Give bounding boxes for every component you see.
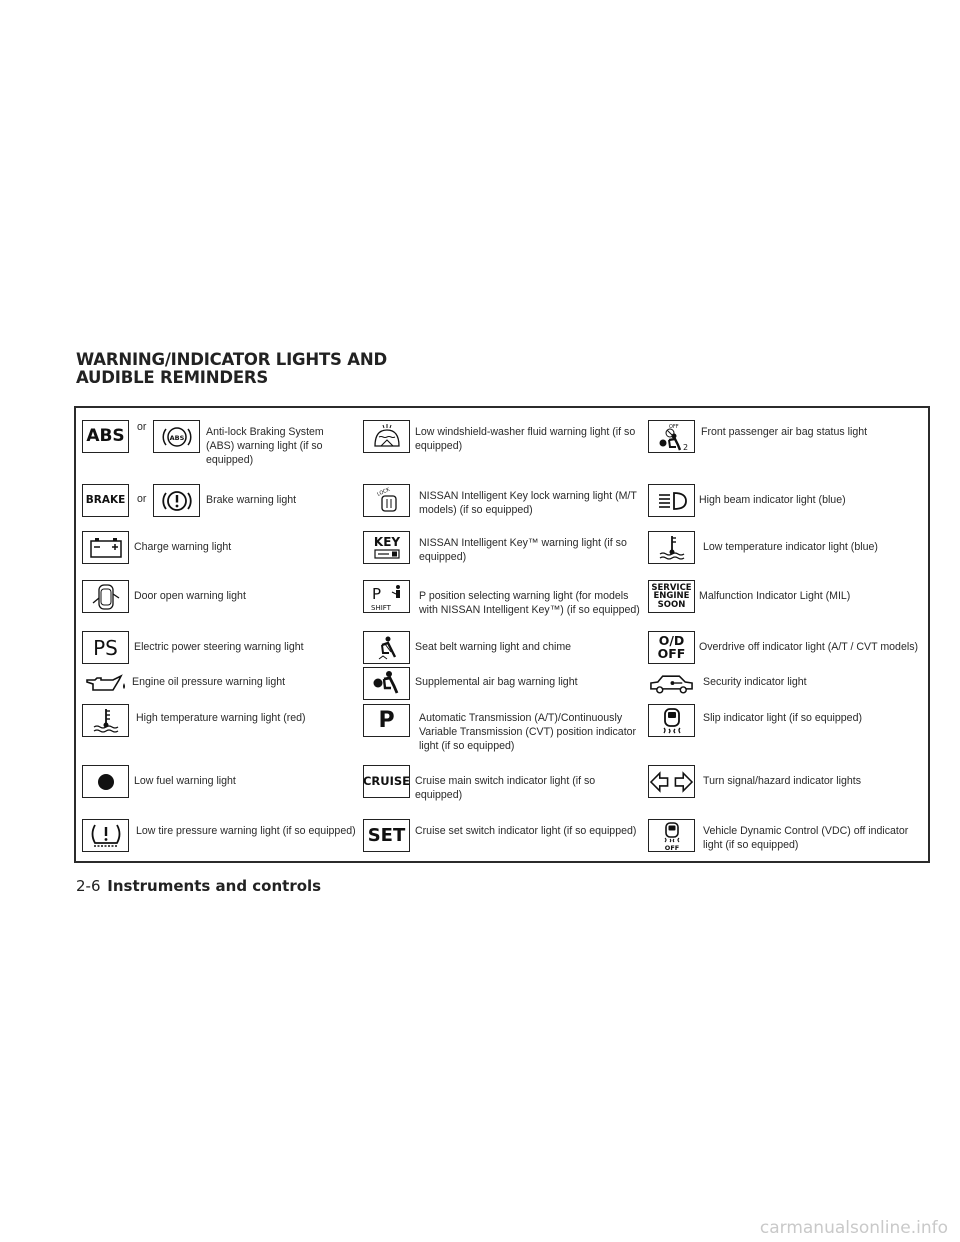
low-fuel-description: Low fuel warning light [134,775,236,787]
passenger-airbag-icon [648,420,695,453]
cruise-set-description: Cruise set switch indicator light (if so equipped) [415,825,637,837]
oil-pressure-description: Engine oil pressure warning light [132,676,286,688]
turn-signal-description: Turn signal/hazard indicator lights [703,775,862,787]
brake-warning-description: Brake warning light [206,494,297,506]
low-temp-icon [648,531,695,564]
transmission-p-icon: P [363,704,410,737]
abs-circle-icon [153,420,200,453]
svg-text:2: 2 [682,442,688,452]
charge-warning-description: Charge warning light [134,541,232,553]
mil-description: Malfunction Indicator Light (MIL) [699,590,851,602]
svg-text:OFF: OFF [664,843,679,851]
abs-text-icon: ABS [82,420,129,453]
page-footer [76,877,321,895]
section-heading [76,351,387,387]
fuel-icon [82,765,129,798]
high-temp-icon [82,704,129,737]
warning-lights-panel [74,406,930,863]
svg-text:KEY: KEY [373,534,400,549]
service-engine-soon-icon: SERVICE ENGINE SOON [648,580,695,613]
svg-text:LOCK: LOCK [375,486,391,498]
vdc-off-icon [648,819,695,852]
key-warning-icon [363,531,410,564]
low-temp-description: Low temperature indicator light (blue) [703,541,878,553]
door-open-description: Door open warning light [134,590,246,602]
overdrive-off-description: Overdrive off indicator light (A/T / CVT models) [699,641,919,653]
svg-text:ABS: ABS [169,433,184,442]
vdc-off-description: Vehicle Dynamic Control (VDC) off indicator light (if so equipped) [703,825,909,852]
high-temp-description: High temperature warning light (red) [136,712,306,724]
tire-pressure-icon [82,819,129,852]
heading-line-1: WARNING/INDICATOR LIGHTS AND [76,350,387,369]
washer-fluid-description: Low windshield-washer fluid warning light (if so equipped) [415,426,636,453]
svg-text:P: P [371,584,381,603]
page-number: 2-6 [76,877,101,895]
heading-line-2: AUDIBLE REMINDERS [76,368,269,387]
security-car-icon [648,667,695,700]
slip-description: Slip indicator light (if so equipped) [703,712,862,724]
door-open-icon [82,580,129,613]
p-position-description: P position selecting warning light (for models with NISSAN Intelligent Key™) (if so equipped) [419,590,640,617]
seatbelt-icon [363,631,410,664]
watermark: carmanualsonline.info [759,1218,948,1238]
brake-circle-icon [153,484,200,517]
p-shift-icon [363,580,410,613]
or-label: or [137,493,147,505]
turn-signal-icon [648,765,695,798]
washer-fluid-icon [363,420,410,453]
chapter-title: Instruments and controls [107,877,322,895]
cruise-main-icon: CRUISE [363,765,410,798]
oil-can-icon [82,667,129,700]
airbag-description: Supplemental air bag warning light [415,676,578,688]
passenger-airbag-description: Front passenger air bag status light [701,426,868,438]
key-lock-icon [363,484,410,517]
svg-text:OFF: OFF [668,423,679,430]
seatbelt-description: Seat belt warning light and chime [415,641,572,653]
cruise-set-icon: SET [363,819,410,852]
key-lock-description: NISSAN Intelligent Key lock warning light (M/T models) (if so equipped) [419,490,637,517]
svg-text:SHIFT: SHIFT [370,603,391,612]
tire-pressure-description: Low tire pressure warning light (if so equipped) [136,825,356,837]
brake-text-icon: BRAKE [82,484,129,517]
cruise-main-description: Cruise main switch indicator light (if so equipped) [415,775,596,802]
transmission-position-description: Automatic Transmission (A/T)/Continuously Variable Transmission (CVT) position indicator light (if so equipped) [419,712,637,753]
high-beam-icon [648,484,695,517]
slip-icon [648,704,695,737]
key-warning-description: NISSAN Intelligent Key™ warning light (if so equipped) [419,537,627,564]
or-label: or [137,421,147,433]
eps-warning-description: Electric power steering warning light [134,641,304,653]
power-steering-icon: PS [82,631,129,664]
battery-icon [82,531,129,564]
overdrive-off-icon: O/D OFF [648,631,695,664]
security-description: Security indicator light [703,676,807,688]
high-beam-description: High beam indicator light (blue) [699,494,846,506]
abs-warning-description: Anti-lock Braking System (ABS) warning light (if so equipped) [206,426,324,467]
airbag-icon [363,667,410,700]
